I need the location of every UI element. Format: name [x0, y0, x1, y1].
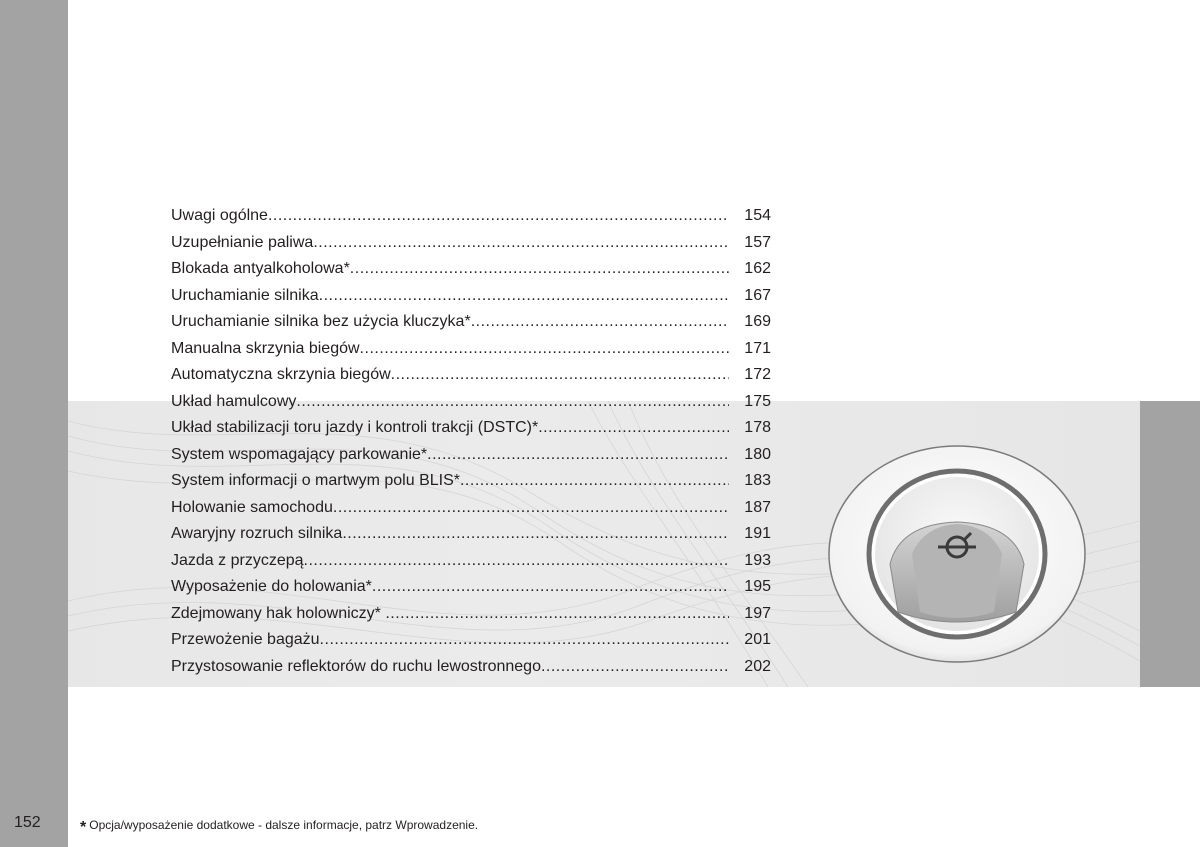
toc-entry-page: 197: [744, 604, 771, 622]
toc-entry-page: 171: [744, 339, 771, 357]
toc-entry[interactable]: [171, 627, 771, 654]
toc-entry[interactable]: [171, 203, 771, 230]
toc-entry-title: System informacji o martwym polu BLIS*: [171, 472, 460, 489]
toc-leader-dots: [427, 442, 729, 469]
toc-entry-title: Uruchamianie silnika bez użycia kluczyka*: [171, 313, 471, 330]
toc-entry-page: 195: [744, 578, 771, 595]
toc-leader-dots: [320, 627, 729, 654]
toc-entry[interactable]: [171, 601, 771, 628]
toc-entry-title: Blokada antyalkoholowa*: [171, 260, 350, 277]
toc-entry-title: Uwagi ogólne: [171, 207, 268, 224]
toc-entry[interactable]: [171, 230, 771, 257]
toc-entry-page: 191: [744, 525, 771, 542]
toc-entry[interactable]: [171, 283, 771, 310]
footnote-text: Opcja/wyposażenie dodatkowe - dalsze informacje, patrz Wprowadzenie.: [89, 818, 479, 832]
toc-entry-page: 187: [744, 498, 771, 516]
toc-entry-page: 193: [744, 551, 771, 569]
toc-leader-dots: [350, 256, 729, 283]
toc-leader-dots: [391, 362, 729, 389]
toc-leader-dots: [360, 336, 729, 363]
toc-leader-dots: [471, 309, 729, 336]
toc-entry[interactable]: [171, 468, 771, 495]
page-number: 152: [14, 814, 41, 831]
toc-leader-dots: [538, 415, 729, 442]
toc-entry-title: Zdejmowany hak holowniczy*: [171, 604, 386, 622]
toc-leader-dots: [333, 495, 729, 522]
toc-entry[interactable]: [171, 548, 771, 575]
toc-entry-page: 157: [744, 233, 771, 251]
toc-entry-title: Holowanie samochodu: [171, 498, 333, 516]
toc-leader-dots: [319, 283, 729, 310]
toc-entry[interactable]: [171, 415, 771, 442]
toc-entry[interactable]: [171, 256, 771, 283]
toc-leader-dots: [304, 548, 729, 575]
toc-entry-title: Awaryjny rozruch silnika: [171, 525, 343, 542]
toc-entry-page: 154: [744, 207, 771, 224]
chapter-tab: [1140, 401, 1200, 687]
toc-entry-page: 201: [744, 631, 771, 648]
toc-entry-page: 180: [744, 445, 771, 463]
toc-entry-title: System wspomagający parkowanie*: [171, 445, 428, 463]
toc-entry-title: Uzupełnianie paliwa: [171, 233, 314, 251]
footnote-star: *: [80, 819, 87, 836]
toc-entry[interactable]: [171, 574, 771, 601]
toc-entry-page: 169: [744, 313, 771, 330]
toc-leader-dots: [372, 574, 729, 601]
toc-entry-page: 178: [744, 419, 771, 436]
toc-leader-dots: [460, 468, 729, 495]
toc-entry-page: 167: [744, 286, 771, 304]
toc-leader-dots: [313, 230, 729, 257]
toc-entry-page: 183: [744, 472, 771, 489]
toc-entry[interactable]: [171, 654, 771, 681]
toc-entry[interactable]: [171, 521, 771, 548]
toc-entry-title: Jazda z przyczepą: [171, 551, 304, 569]
toc-entry[interactable]: [171, 336, 771, 363]
toc-entry-title: Przewożenie bagażu: [171, 631, 320, 648]
toc-entry-page: 172: [744, 366, 771, 383]
toc-leader-dots: [268, 203, 729, 230]
toc-entry-title: Manualna skrzynia biegów: [171, 339, 360, 357]
toc-leader-dots: [385, 601, 729, 628]
left-margin-bar: [0, 0, 68, 847]
toc-entry[interactable]: [171, 362, 771, 389]
toc-entry-title: Automatyczna skrzynia biegów: [171, 366, 391, 383]
toc-entry[interactable]: [171, 442, 771, 469]
toc-leader-dots: [296, 389, 729, 416]
toc-entry-title: Układ hamulcowy: [171, 392, 297, 410]
toc-leader-dots: [342, 521, 729, 548]
toc-leader-dots: [541, 654, 729, 681]
footnote: [80, 816, 478, 834]
toc-entry-title: Uruchamianie silnika: [171, 286, 319, 304]
toc-entry[interactable]: [171, 495, 771, 522]
toc-entry-page: 162: [744, 260, 771, 277]
toc-entry[interactable]: [171, 389, 771, 416]
steering-wheel-icon: [828, 444, 1086, 664]
toc-entry-page: 175: [744, 392, 771, 410]
toc-entry-page: 202: [744, 657, 771, 675]
toc-entry-title: Układ stabilizacji toru jazdy i kontroli trakcji (DSTC)*: [171, 419, 539, 436]
toc-entry-title: Wyposażenie do holowania*: [171, 578, 372, 595]
toc-entry[interactable]: [171, 309, 771, 336]
table-of-contents: [171, 203, 771, 680]
toc-entry-title: Przystosowanie reflektorów do ruchu lewostronnego: [171, 657, 541, 675]
